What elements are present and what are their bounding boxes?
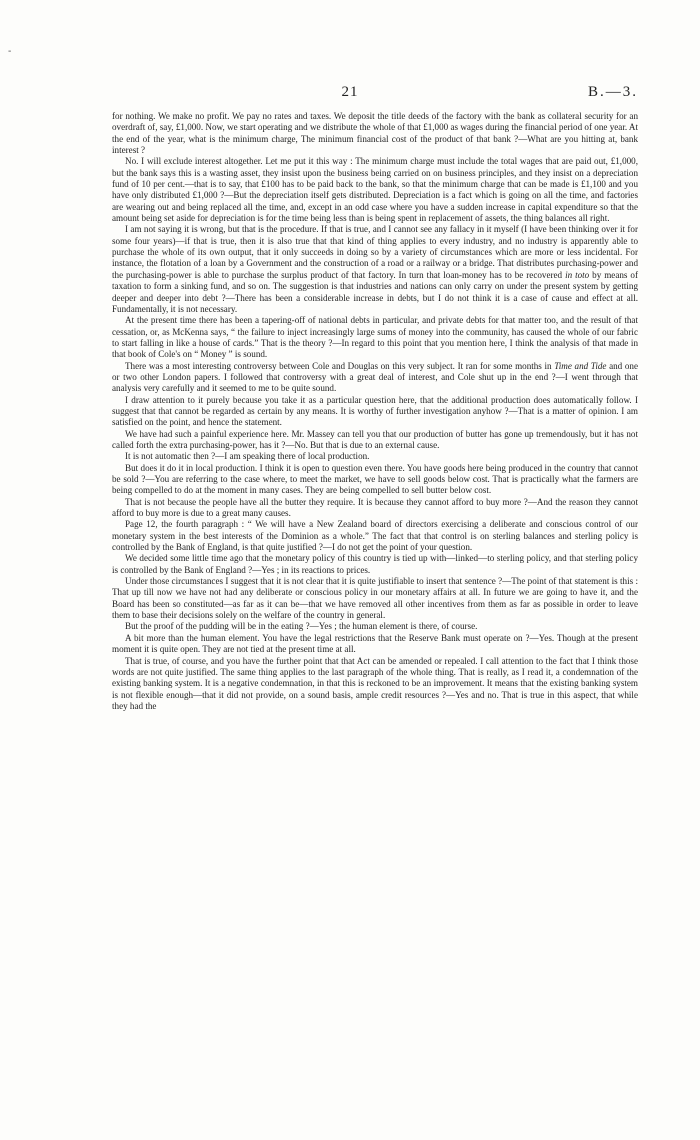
document-reference: B.—3. <box>587 84 638 100</box>
paragraph-text: I am not saying it is wrong, but that is the procedure. If that is true, and I cannot see any fallacy in it myself (I have been thinking over it for some four years)—if that is true, then it is also true that that kind of thing applies to every industry, and no industry is apparently able to purchase the whole of its own output, that it only succeeds in doing so by a variety of circumstances which are more or less incidental. For instance, the flotation of a loan by a Government and the construction of a road or a railway or a bridge. That distributes purchasing-power and the purchasing-power is able to purchase the surplus product of that factory. In turn that loan-money has to be recovered <box>112 224 638 280</box>
paragraph: for nothing. We make no profit. We pay no rates and taxes. We deposit the title deeds of the factory with the bank as collateral security for an overdraft of, say, £1,000. Now, we start operating and we distribute the whole of that £1,000 as wages during the financial period of one year. At the end of the year, what is the minimum charge, The minimum financial cost of the product of that bank ?—What are you hitting at, bank interest ? <box>112 111 638 156</box>
paragraph: That is not because the people have all the butter they require. It is because they cannot afford to buy more ?—And the reason they cannot afford to buy more is due to a great many causes. <box>112 496 638 519</box>
paragraph <box>112 224 638 315</box>
paragraph-text: There was a most interesting controversy between Cole and Douglas on this very subject. It ran for some months in <box>125 360 555 371</box>
paragraph-text: by means of taxation to form a sinking fund, and so on. The suggestion is that industries and nations can only carry on under the present system by getting deeper and deeper into debt ?—There has been a considerable increase in debts, but I do not think it is a case of cause and effect at all. Fundamentally, it is not necessary. <box>112 269 638 314</box>
paragraph <box>112 361 638 395</box>
italic-title: Time and Tide <box>554 360 607 371</box>
paragraph: That is true, of course, and you have the further point that that Act can be amended or repealed. I call attention to the fact that I think those words are not quite justified. The same thing applies to the last paragraph of the whole thing. That is really, as I read it, a condemnation of the existing banking system. It is a negative condemnation, in that this is reckoned to be an improvement. It means that the existing banking system is not flexible enough—that it did not provide, on a sound basis, ample credit resources ?—Yes and no. That is true in this aspect, that while they had the <box>112 655 638 711</box>
paragraph: Page 12, the fourth paragraph : “ We will have a New Zealand board of directors exercising a deliberate and conscious control of our monetary system in the best interests of the Dominion as a whole.” The fact that that control is on sterling balances and sterling policy is controlled by the Bank of England, is that quite justified ?—I do not get the point of your question. <box>112 519 638 553</box>
paragraph: Under those circumstances I suggest that it is not clear that it is quite justifiable to insert that sentence ?—The point of that statement is this : That up till now we have not had any deliberate or conscious policy in our monetary affairs at all. In future we are going to have it, and the Board has been so constituted—as far as it can be—that we have removed all other incentives from them as far as possible in order to leave them to base their decisions solely on the welfare of the country in general. <box>112 576 638 621</box>
paragraph: We have had such a painful experience here. Mr. Massey can tell you that our production of butter has gone up tremendously, but it has not called forth the extra purchasing-power, has it ?—No. But that is due to an external cause. <box>112 428 638 450</box>
paragraph-text: and one or two other London papers. I followed that controversy with a great deal of interest, and Cole shut up in the end ?—I went through that analysis very carefully and it seemed to me to be quite sound. <box>112 360 638 394</box>
paragraph: But does it do it in local production. I think it is open to question even there. You have goods here being produced in the country that cannot be sold ?—You are referring to the case where, to meet the market, we have to sell goods below cost. That is practically what the farmers are being compelled to do at the moment in many cases. They are being compelled to sell butter below cost. <box>112 462 638 496</box>
paragraph: A bit more than the human element. You have the legal restrictions that the Reserve Bank must operate on ?—Yes. Though at the present moment it is quite open. They are not tied at the present time at all. <box>112 632 638 655</box>
paragraph: It is not automatic then ?—I am speaking there of local production. <box>125 451 370 462</box>
transcript-body <box>112 111 638 712</box>
paragraph: No. I will exclude interest altogether. Let me put it this way : The minimum charge must include the total wages that are paid out, £1,000, but the bank says this is a wasting asset, they insist upon the business being carried on on business principles, and they insist on a depreciation fund of 10 per cent.—that is to say, that £100 has to be paid back to the bank, so that the minimum charge that can be made is £1,100 and you have only distributed £1,000 ?—But the depreciation itself gets distributed. Depreciation is a fact which is going on all the time, and factories are wearing out and being replaced all the time, and, except in an odd case where you have a sudden increase in capital expenditure so that the amount being set aside for depreciation is for the time being less than is being spent in replacement of assets, the thing balances all right. <box>112 156 638 224</box>
paragraph: We decided some little time ago that the monetary policy of this country is tied up with—linked—to sterling policy, and that sterling policy is controlled by the Bank of England ?—Yes ; in its reactions to prices. <box>112 553 638 575</box>
page-number: 21 <box>341 84 359 100</box>
italic-phrase: in toto <box>565 269 590 280</box>
paragraph: But the proof of the pudding will be in the eating ?—Yes ; the human element is there, of course. <box>125 621 478 632</box>
margin-mark: - <box>8 46 12 57</box>
paragraph: At the present time there has been a tapering-off of national debts in particular, and private debts for that matter too, and the result of that cessation, or, as McKenna says, “ the failure to inject increasingly large sums of money into the community, has caused the whole of our fabric to start falling in like a house of cards.” That is the theory ?—In regard to this point that you mention here, I think the analysis of that made in that book of Cole's on “ Money ” is sound. <box>112 315 638 360</box>
paragraph: I draw attention to it purely because you take it as a particular question here, that the additional production does automatically follow. I suggest that that cannot be regarded as certain by any means. It is worthy of further investigation anyhow ?—That is a matter of opinion. I am satisfied on the point, and hence the statement. <box>112 394 638 428</box>
